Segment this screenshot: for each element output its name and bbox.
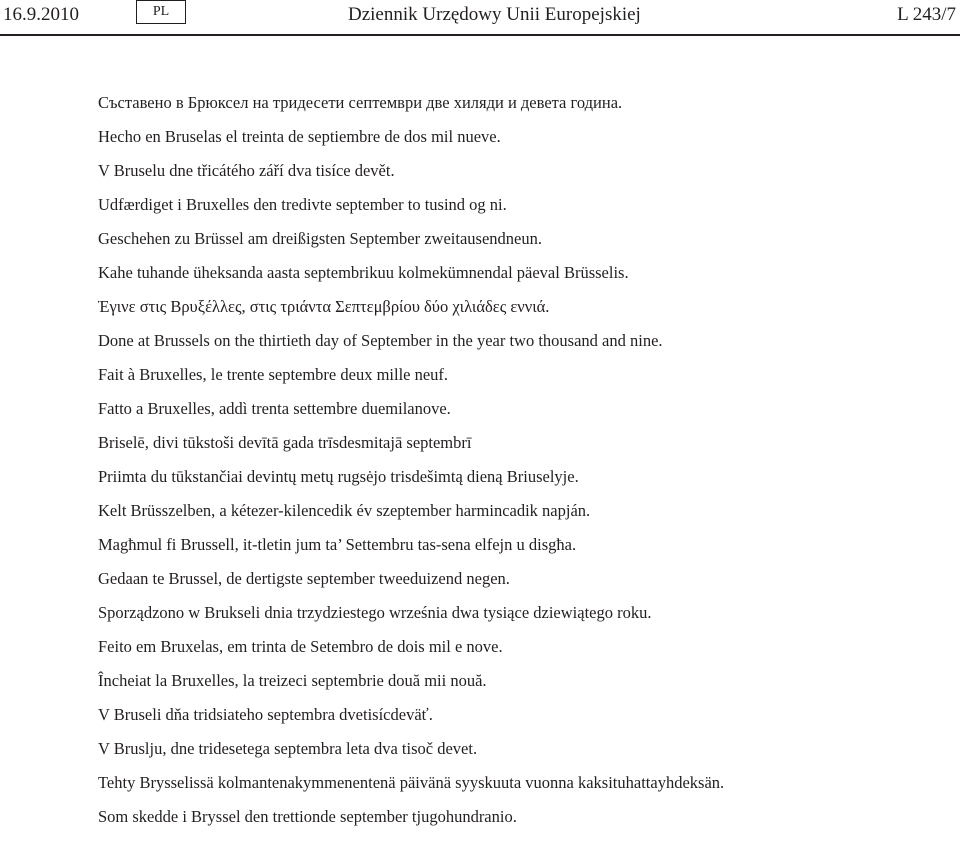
formula-line-el: Έγινε στις Βρυξέλλες, στις τριάντα Σεπτεμβρίου δύο χιλιάδες εννιά. <box>98 297 550 316</box>
formula-line-fr: Fait à Bruxelles, le trente septembre deux mille neuf. <box>98 365 449 384</box>
formula-line-lt: Priimta du tūkstančiai devintų metų rugsėjo trisdešimtą dieną Briuselyje. <box>98 467 579 486</box>
formula-line-pt: Feito em Bruxelas, em trinta de Setembro de dois mil e nove. <box>98 637 503 656</box>
formula-line-it: Fatto a Bruxelles, addì trenta settembre duemilanove. <box>98 399 451 418</box>
formula-line-bg: Съставено в Брюксел на тридесети септември две хиляди и девета година. <box>98 93 623 112</box>
formula-line-mt: Magħmul fi Brussell, it-tletin jum ta’ Settembru tas-sena elfejn u disgħa. <box>98 535 577 554</box>
formula-line-lv: Briselē, divi tūkstoši devītā gada trīsdesmitajā septembrī <box>98 433 472 452</box>
journal-title: Dziennik Urzędowy Unii Europejskiej <box>348 4 641 25</box>
formula-line-sl: V Bruslju, dne tridesetega septembra leta dva tisoč devet. <box>98 739 478 758</box>
formula-line-sv: Som skedde i Bryssel den trettionde september tjugohundranio. <box>98 807 517 826</box>
formula-line-sk: V Bruseli dňa tridsiateho septembra dvetisícdeväť. <box>98 705 433 724</box>
formula-line-en: Done at Brussels on the thirtieth day of September in the year two thousand and nine. <box>98 331 663 350</box>
signature-formula-list <box>98 86 948 834</box>
formula-line-pl: Sporządzono w Brukseli dnia trzydziestego września dwa tysiące dziewiątego roku. <box>98 603 652 622</box>
formula-line-et: Kahe tuhande üheksanda aasta septembrikuu kolmekümnendal päeval Brüsselis. <box>98 263 629 282</box>
formula-line-cs: V Bruselu dne třicátého září dva tisíce devět. <box>98 161 395 180</box>
journal-header <box>0 0 960 36</box>
formula-line-nl: Gedaan te Brussel, de dertigste september tweeduizend negen. <box>98 569 510 588</box>
formula-line-ro: Încheiat la Bruxelles, la treizeci septembrie două mii nouă. <box>98 671 487 690</box>
formula-line-da: Udfærdiget i Bruxelles den tredivte september to tusind og ni. <box>98 195 507 214</box>
page-reference: L 243/7 <box>897 4 956 25</box>
language-code-box: PL <box>136 0 186 24</box>
formula-line-hu: Kelt Brüsszelben, a kétezer-kilencedik év szeptember harmincadik napján. <box>98 501 591 520</box>
formula-line-de: Geschehen zu Brüssel am dreißigsten September zweitausendneun. <box>98 229 542 248</box>
publication-date: 16.9.2010 <box>3 4 79 25</box>
formula-line-fi: Tehty Brysselissä kolmantenakymmenentenä päivänä syyskuuta vuonna kaksituhattayhdeksän. <box>98 773 725 792</box>
formula-line-es: Hecho en Bruselas el treinta de septiembre de dos mil nueve. <box>98 127 501 146</box>
